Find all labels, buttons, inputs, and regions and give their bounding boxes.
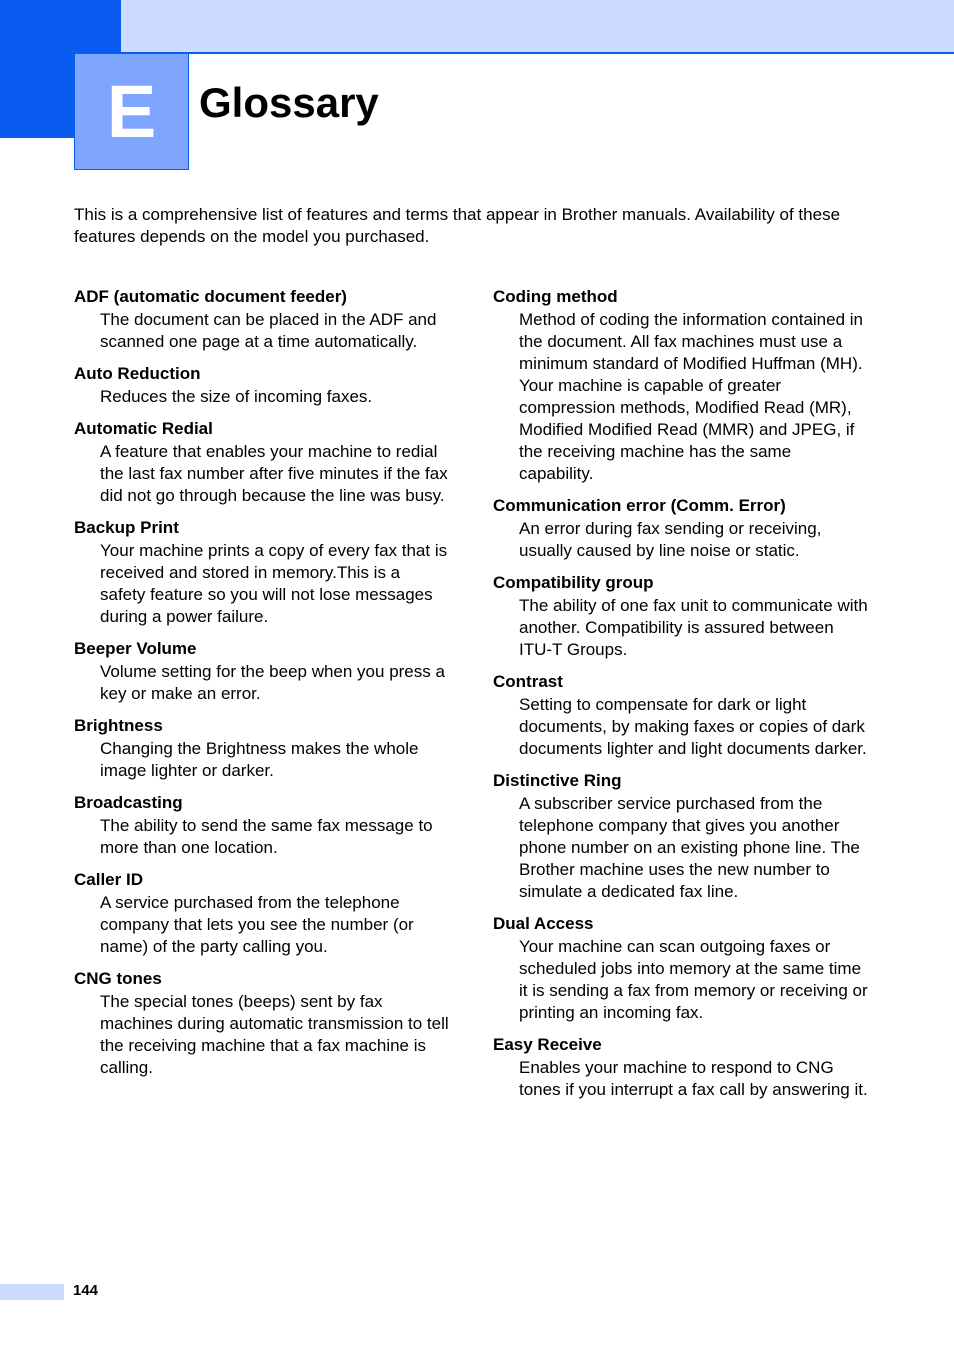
glossary-term: Communication error (Comm. Error) xyxy=(493,496,786,515)
glossary-right-column xyxy=(493,282,868,1107)
glossary-term: Coding method xyxy=(493,287,618,306)
glossary-definition: An error during fax sending or receiving, usually caused by line noise or static. xyxy=(519,519,822,560)
glossary-term: Brightness xyxy=(74,716,163,735)
chapter-title: Glossary xyxy=(199,79,379,126)
glossary-definition: A feature that enables your machine to redial the last fax number after five minutes if the fax did not go through because the line was busy. xyxy=(100,442,448,505)
chapter-letter: E xyxy=(74,53,189,170)
glossary-term: Broadcasting xyxy=(74,793,183,812)
glossary-term: CNG tones xyxy=(74,969,162,988)
glossary-definition: Volume setting for the beep when you press a key or make an error. xyxy=(100,662,445,703)
glossary-left-column xyxy=(74,282,449,1085)
glossary-definition: The special tones (beeps) sent by fax machines during automatic transmission to tell the receiving machine that a fax machine is calling. xyxy=(100,992,449,1077)
glossary-term: Distinctive Ring xyxy=(493,771,622,790)
footer-bar xyxy=(0,1284,64,1300)
glossary-term: Auto Reduction xyxy=(74,364,201,383)
glossary-definition: Enables your machine to respond to CNG tones if you interrupt a fax call by answering it. xyxy=(519,1058,868,1099)
glossary-term: Backup Print xyxy=(74,518,179,537)
glossary-term: Caller ID xyxy=(74,870,143,889)
glossary-term: Dual Access xyxy=(493,914,594,933)
glossary-term: Contrast xyxy=(493,672,563,691)
page-number: 144 xyxy=(73,1282,99,1299)
glossary-definition: Your machine prints a copy of every fax that is received and stored in memory.This is a safety feature so you will not lose messages during a power failure. xyxy=(100,541,448,626)
glossary-definition: The ability of one fax unit to communicate with another. Compatibility is assured between ITU-T Groups. xyxy=(519,596,868,659)
glossary-term: Compatibility group xyxy=(493,573,654,592)
glossary-term: Automatic Redial xyxy=(74,419,213,438)
glossary-definition: Setting to compensate for dark or light documents, by making faxes or copies of dark documents lighter and light documents darker. xyxy=(519,695,867,758)
glossary-definition: A subscriber service purchased from the telephone company that gives you another phone number on an existing phone line. The Brother machine uses the new number to simulate a dedicated fax line. xyxy=(519,794,860,901)
glossary-term: Beeper Volume xyxy=(74,639,197,658)
glossary-definition: Changing the Brightness makes the whole image lighter or darker. xyxy=(100,739,419,780)
glossary-definition: The ability to send the same fax message to more than one location. xyxy=(100,816,433,857)
header-band xyxy=(121,0,954,54)
glossary-definition: A service purchased from the telephone company that lets you see the number (or name) of the party calling you. xyxy=(100,893,414,956)
glossary-definition: Reduces the size of incoming faxes. xyxy=(100,387,373,406)
glossary-term: Easy Receive xyxy=(493,1035,602,1054)
glossary-term: ADF (automatic document feeder) xyxy=(74,287,347,306)
glossary-definition: Your machine can scan outgoing faxes or scheduled jobs into memory at the same time it is sending a fax from memory or receiving or printing an incoming fax. xyxy=(519,937,868,1022)
glossary-definition: Method of coding the information contained in the document. All fax machines must use a minimum standard of Modified Huffman (MH). Your machine is capable of greater compression methods, Modified Read (MR), Modified Modified Read (MMR) and JPEG, if the receiving machine has the same capability. xyxy=(519,310,864,483)
intro-paragraph: This is a comprehensive list of features and terms that appear in Brother manuals. Availability of these features depends on the model you purchased. xyxy=(74,205,841,246)
glossary-definition: The document can be placed in the ADF and scanned one page at a time automatically. xyxy=(100,310,437,351)
